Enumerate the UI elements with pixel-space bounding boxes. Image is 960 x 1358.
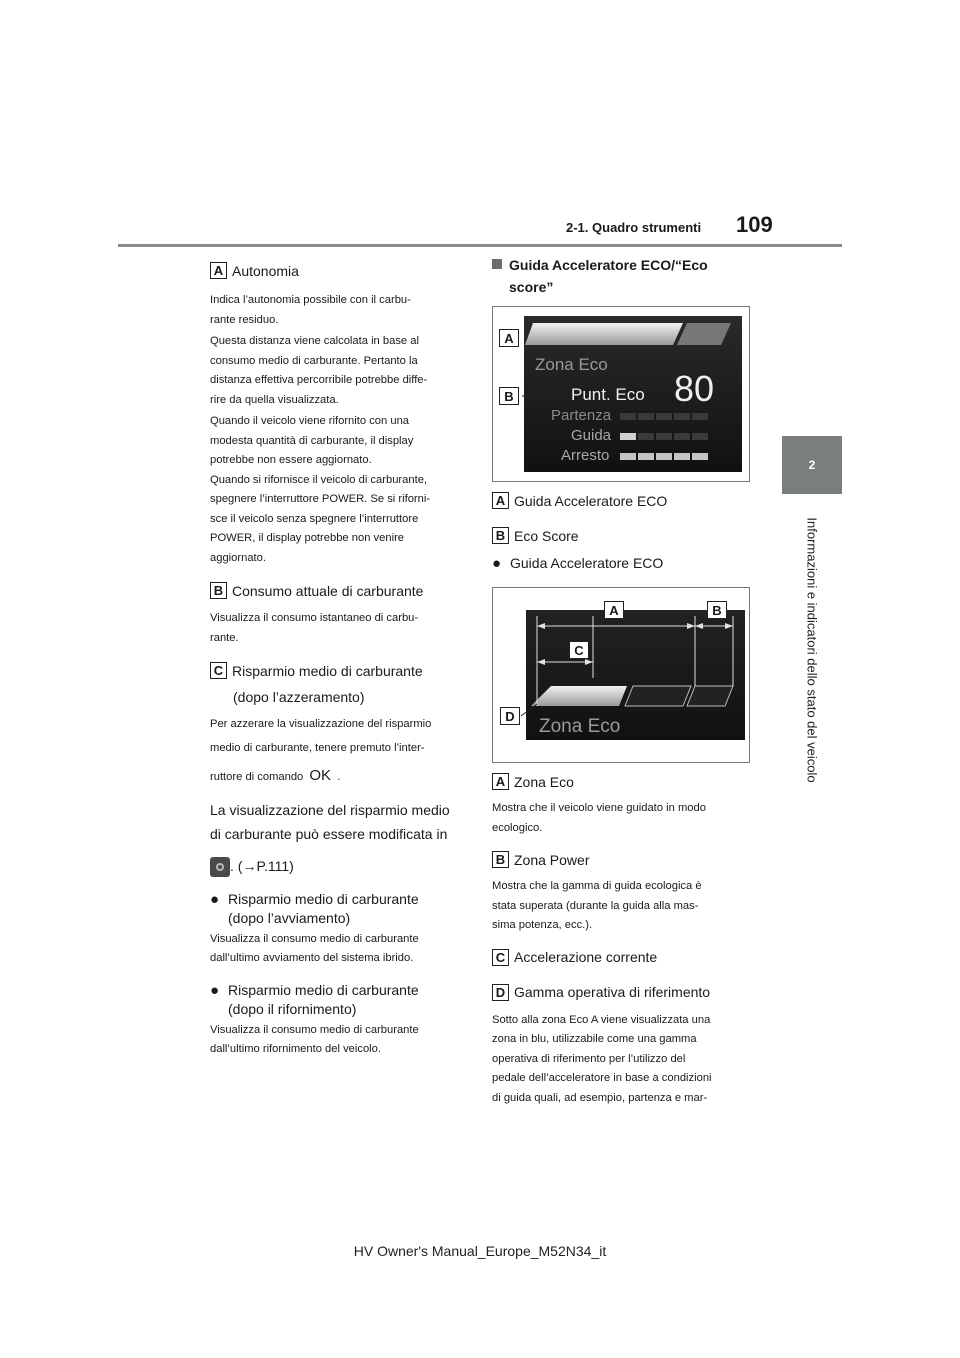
legend-zona-power [492, 851, 757, 868]
text-line: Mostra che la gamma di guida ecologica è [492, 880, 702, 892]
text-line: Quando il veicolo viene rifornito con una [210, 415, 410, 427]
punt-eco-text: Punt. Eco [571, 385, 645, 404]
text-line: rante residuo. [210, 313, 279, 326]
square-bullet-icon [492, 259, 502, 269]
bullet-title-2: (dopo il rifornimento) [228, 1000, 357, 1017]
badge-a: A [210, 262, 227, 279]
bullet-title-2: (dopo l’avviamento) [228, 909, 351, 926]
badge-b: B [492, 851, 509, 868]
eco-zone-figure [492, 587, 750, 763]
badge-a: A [492, 492, 509, 509]
text-line: Per azzerare la visualizzazione del risparmio [210, 718, 432, 730]
text-line: rire da quella visualizzata. [210, 393, 339, 406]
text-line: operativa di riferimento per l’utilizzo del [492, 1052, 686, 1065]
chapter-tab: 2 [782, 436, 842, 494]
text-line-gear [210, 854, 472, 878]
power-zone-outline [625, 686, 691, 706]
fig1-label-b: B [499, 387, 519, 405]
badge-c: C [210, 662, 227, 679]
fig1-legend-b [492, 527, 757, 544]
text-line: sima potenza, ecc.). [492, 919, 593, 931]
guida-meter [620, 433, 708, 440]
section-title: 2-1. Quadro strumenti [566, 220, 702, 235]
arresto-text: Arresto [561, 447, 610, 464]
badge-b: B [492, 527, 509, 544]
text-fragment: . (→P.111) [230, 857, 294, 874]
badge-b: B [210, 582, 227, 599]
bullet-title: Risparmio medio di carburante [228, 981, 419, 998]
fig2-label-c: C [569, 641, 589, 659]
header-rule [118, 244, 842, 247]
text-line: Questa distanza viene calcolata in base al [210, 335, 419, 347]
text-line: medio di carburante, tenere premuto l’inter- [210, 741, 425, 754]
heading-line: score” [509, 279, 554, 295]
legend-title: Zona Eco [514, 773, 574, 790]
right-column [492, 254, 757, 298]
text-line: aggiornato. [210, 551, 266, 564]
item-a-heading [210, 262, 472, 279]
text-line: sce il veicolo senza spegnere l’interruttore [210, 512, 419, 525]
text-line: Indica l’autonomia possibile con il carbu- [210, 294, 411, 306]
text-line: ecologico. [492, 821, 543, 834]
guida-text: Guida [571, 427, 612, 444]
text-line: La visualizzazione del risparmio medio [210, 801, 450, 818]
text-line: zona in blu, utilizzabile come una gamma [492, 1033, 697, 1045]
bullet-icon: ● [210, 890, 220, 908]
settings-gear-icon [210, 857, 230, 877]
text-fragment: . [337, 771, 341, 783]
partenza-text: Partenza [551, 407, 612, 424]
text-line: stata superata (durante la guida alla mas- [492, 899, 699, 912]
badge-d: D [492, 984, 509, 1001]
text-line-ok [210, 766, 472, 788]
partenza-meter [620, 413, 708, 420]
item-c-title-2: (dopo l’azzeramento) [233, 689, 365, 705]
fig2-legend [492, 773, 757, 1108]
fig2-label-b: B [707, 601, 727, 619]
text-line: potrebbe non essere aggiornato. [210, 454, 372, 466]
text-line: spegnere l’interruttore POWER. Se si riforni- [210, 493, 431, 505]
text-line: modesta quantità di carburante, il display [210, 434, 414, 447]
text-line: Visualizza il consumo medio di carburante [210, 932, 419, 945]
text-line: Sotto alla zona Eco A viene visualizzata una [492, 1013, 711, 1026]
legend-zona-eco [492, 773, 757, 790]
legend-title: Accelerazione corrente [514, 949, 658, 965]
eco-zone-bar [525, 323, 683, 345]
bullet-after-start [210, 890, 472, 928]
item-b-heading [210, 582, 472, 599]
fig2-label-d: D [500, 707, 520, 725]
fig1-legend [492, 492, 757, 573]
bullet-after-refuel [210, 981, 472, 1019]
legend-title: Zona Power [514, 851, 590, 868]
item-a-title: Autonomia [232, 262, 299, 279]
arresto-meter [620, 453, 708, 460]
fig1-label-a: A [499, 329, 519, 347]
text-line: dall’ultimo avviamento del sistema ibrido. [210, 952, 414, 964]
bullet-title: Risparmio medio di carburante [228, 890, 419, 907]
bullet-icon: ● [492, 555, 502, 572]
legend-title: Gamma operativa di riferimento [514, 984, 711, 1000]
page-number: 109 [736, 212, 773, 237]
eco-guide-bullet [492, 554, 757, 573]
legend-title: Eco Score [514, 527, 579, 544]
text-line: Visualizza il consumo istantaneo di carbu- [210, 612, 419, 624]
bullet-icon: ● [210, 981, 220, 999]
eco-guide-heading [492, 254, 757, 298]
left-column [210, 258, 472, 1060]
text-line: Quando si rifornisce il veicolo di carburante, [210, 473, 428, 486]
fig1-legend-a [492, 492, 757, 509]
text-line: di guida quali, ad esempio, partenza e mar- [492, 1091, 708, 1104]
text-fragment: ruttore di comando [210, 771, 304, 783]
text-line: rante. [210, 631, 239, 644]
legend-reference-range [492, 984, 757, 1001]
text-line: dall’ultimo rifornimento del veicolo. [210, 1043, 381, 1055]
ok-switch-symbol: OK [309, 767, 332, 784]
legend-accel [492, 949, 757, 966]
chapter-label: Informazioni e indicatori dello stato del veicolo [804, 517, 820, 783]
text-line: POWER, il display potrebbe non venire [210, 532, 405, 544]
text-line: consumo medio di carburante. Pertanto la [210, 354, 418, 367]
fig2-label-a: A [604, 601, 624, 619]
eco-score-value: 80 [674, 368, 715, 409]
zona-eco-text: Zona Eco [535, 355, 608, 374]
text-line: Visualizza il consumo medio di carburante [210, 1023, 419, 1036]
heading-line: Guida Acceleratore ECO/“Eco [509, 257, 708, 273]
text-line: pedale dell’acceleratore in base a condizioni [492, 1072, 712, 1084]
zona-eco-text: Zona Eco [539, 716, 621, 737]
text-line: Mostra che il veicolo viene guidato in modo [492, 802, 706, 814]
item-c-title: Risparmio medio di carburante [232, 662, 423, 679]
footer-manual-id: HV Owner's Manual_Europe_M52N34_it [353, 1243, 607, 1259]
badge-c: C [492, 949, 509, 966]
item-b-title: Consumo attuale di carburante [232, 582, 424, 599]
chapter-sidebar [782, 500, 842, 800]
badge-a: A [492, 773, 509, 790]
eco-score-figure [492, 306, 750, 482]
legend-title: Guida Acceleratore ECO [514, 492, 668, 509]
text-line: distanza effettiva percorribile potrebbe diffe- [210, 374, 428, 386]
text-line: di carburante può essere modificata in [210, 825, 448, 842]
power-zone-outline [687, 686, 733, 706]
bullet-title: Guida Acceleratore ECO [510, 555, 664, 571]
item-c-heading [210, 662, 472, 679]
